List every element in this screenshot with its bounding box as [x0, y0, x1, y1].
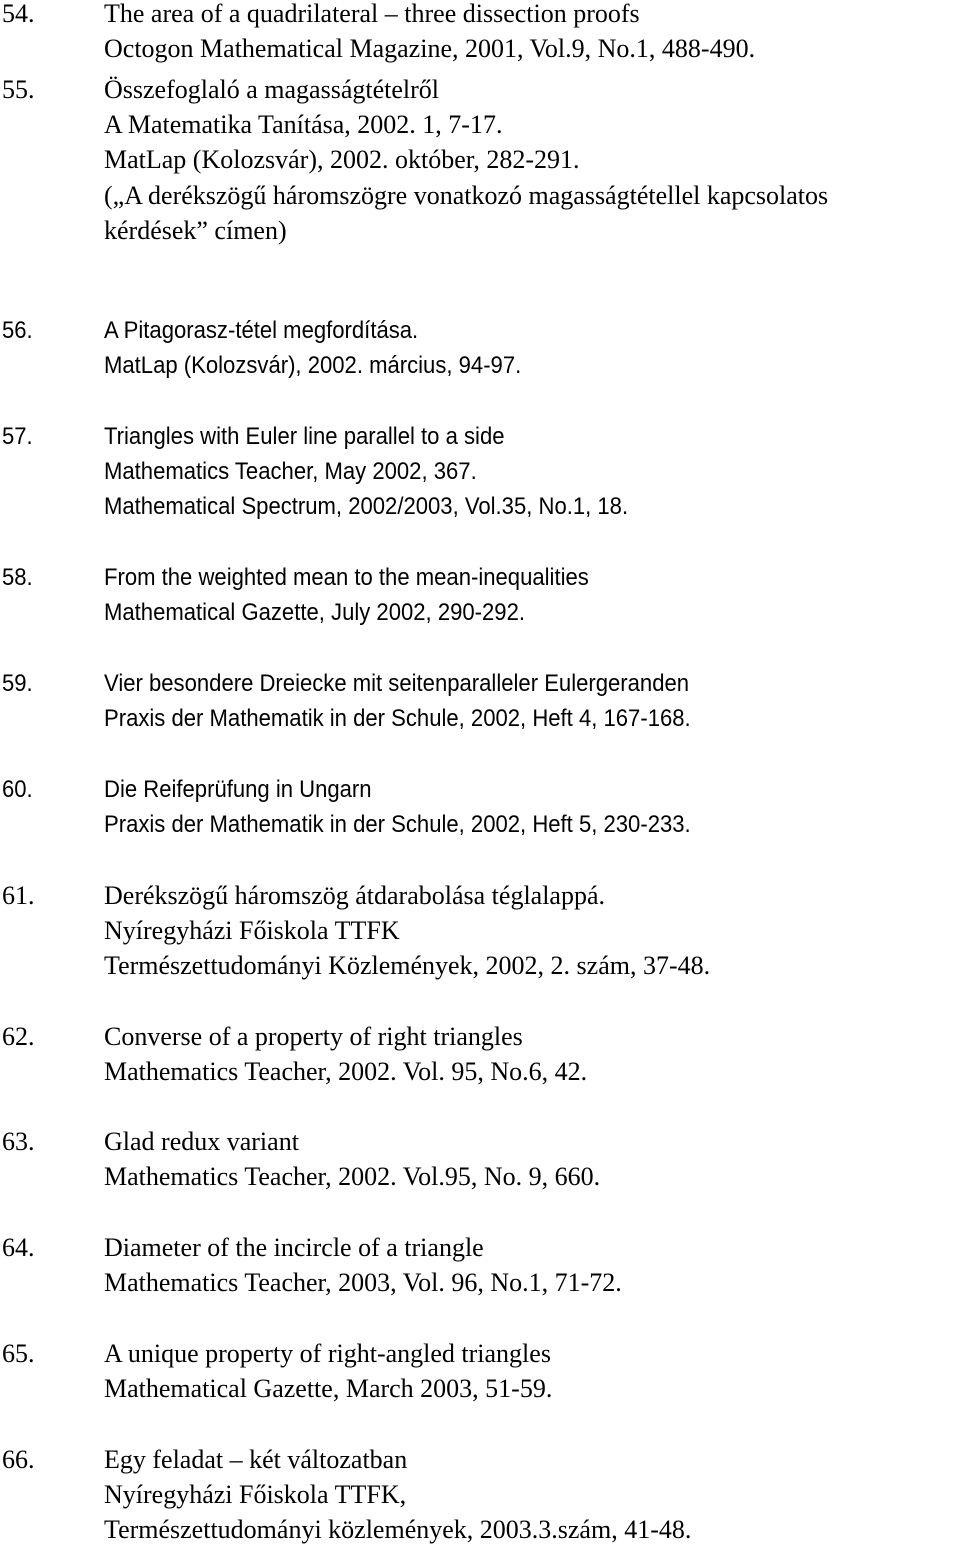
reference-source: A Matematika Tanítása, 2002. 1, 7-17.: [104, 110, 503, 140]
reference-title: Die Reifeprüfung in Ungarn: [104, 776, 372, 803]
reference-title: The area of a quadrilateral – three dissection proofs: [104, 0, 640, 28]
reference-note: kérdések” címen): [104, 215, 287, 245]
reference-source: Mathematics Teacher, 2002. Vol. 95, No.6, 42.: [104, 1057, 588, 1087]
reference-lines: [104, 1442, 960, 1548]
reference-source: Mathematical Gazette, July 2002, 290-292.: [104, 599, 525, 627]
reference-number: 64.: [2, 1233, 35, 1262]
reference-number: 55.: [2, 75, 35, 104]
reference-title: Vier besondere Dreiecke mit seitenparalleler Eulergeranden: [104, 670, 690, 697]
reference-source: Mathematics Teacher, 2002. Vol.95, No. 9, 660.: [104, 1162, 601, 1192]
reference-lines: [104, 1124, 960, 1194]
reference-lines: [104, 1336, 960, 1406]
reference-number: 66.: [2, 1445, 35, 1474]
reference-title: Triangles with Euler line parallel to a side: [104, 423, 505, 450]
reference-source: Mathematical Spectrum, 2002/2003, Vol.35, No.1, 18.: [104, 493, 629, 521]
reference-source: Praxis der Mathematik in der Schule, 2002, Heft 4, 167-168.: [104, 705, 691, 733]
reference-title: A Pitagorasz-tétel megfordítása.: [104, 317, 419, 344]
reference-lines: [104, 419, 960, 525]
reference-title: A unique property of right-angled triangles: [104, 1339, 551, 1368]
reference-number: 61.: [2, 881, 35, 910]
reference-source: Mathematics Teacher, May 2002, 367.: [104, 458, 477, 486]
reference-title: Összefoglaló a magasságtételről: [104, 75, 439, 104]
reference-lines: [104, 878, 960, 984]
reference-title: Glad redux variant: [104, 1127, 299, 1156]
reference-lines: [104, 313, 960, 383]
reference-number: 57.: [2, 423, 33, 450]
reference-source: MatLap (Kolozsvár), 2002. március, 94-97.: [104, 352, 522, 380]
reference-number: 56.: [2, 317, 33, 344]
reference-title: Diameter of the incircle of a triangle: [104, 1233, 484, 1262]
reference-lines: [104, 666, 960, 736]
reference-title: Converse of a property of right triangles: [104, 1022, 523, 1051]
reference-number: 58.: [2, 564, 33, 591]
reference-source: MatLap (Kolozsvár), 2002. október, 282-291.: [104, 145, 580, 175]
reference-number: 63.: [2, 1127, 35, 1156]
reference-source: Nyíregyházi Főiskola TTFK,: [104, 1480, 407, 1510]
reference-number: 54.: [2, 0, 35, 28]
reference-source: Mathematics Teacher, 2003, Vol. 96, No.1, 71-72.: [104, 1268, 622, 1298]
reference-source: Praxis der Mathematik in der Schule, 2002, Heft 5, 230-233.: [104, 811, 691, 839]
reference-number: 62.: [2, 1022, 35, 1051]
reference-lines: [104, 1019, 960, 1089]
reference-number: 65.: [2, 1339, 35, 1368]
reference-lines: [104, 0, 960, 66]
reference-source: Octogon Mathematical Magazine, 2001, Vol.9, No.1, 488-490.: [104, 34, 756, 64]
reference-source: Természettudományi közlemények, 2003.3.szám, 41-48.: [104, 1515, 692, 1545]
reference-number: 60.: [2, 776, 33, 803]
reference-title: From the weighted mean to the mean-inequalities: [104, 564, 589, 591]
reference-note: („A derékszögű háromszögre vonatkozó magasságtétellel kapcsolatos: [104, 180, 829, 210]
reference-lines: [104, 772, 960, 842]
reference-lines: [104, 560, 960, 630]
reference-lines: [104, 72, 960, 248]
reference-title: Egy feladat – két változatban: [104, 1445, 408, 1474]
reference-source: Nyíregyházi Főiskola TTFK: [104, 916, 400, 946]
reference-source: Természettudományi Közlemények, 2002, 2. szám, 37-48.: [104, 951, 711, 981]
reference-lines: [104, 1230, 960, 1300]
reference-number: 59.: [2, 670, 33, 697]
reference-source: Mathematical Gazette, March 2003, 51-59.: [104, 1374, 553, 1404]
reference-title: Derékszögű háromszög átdarabolása téglalappá.: [104, 881, 606, 910]
